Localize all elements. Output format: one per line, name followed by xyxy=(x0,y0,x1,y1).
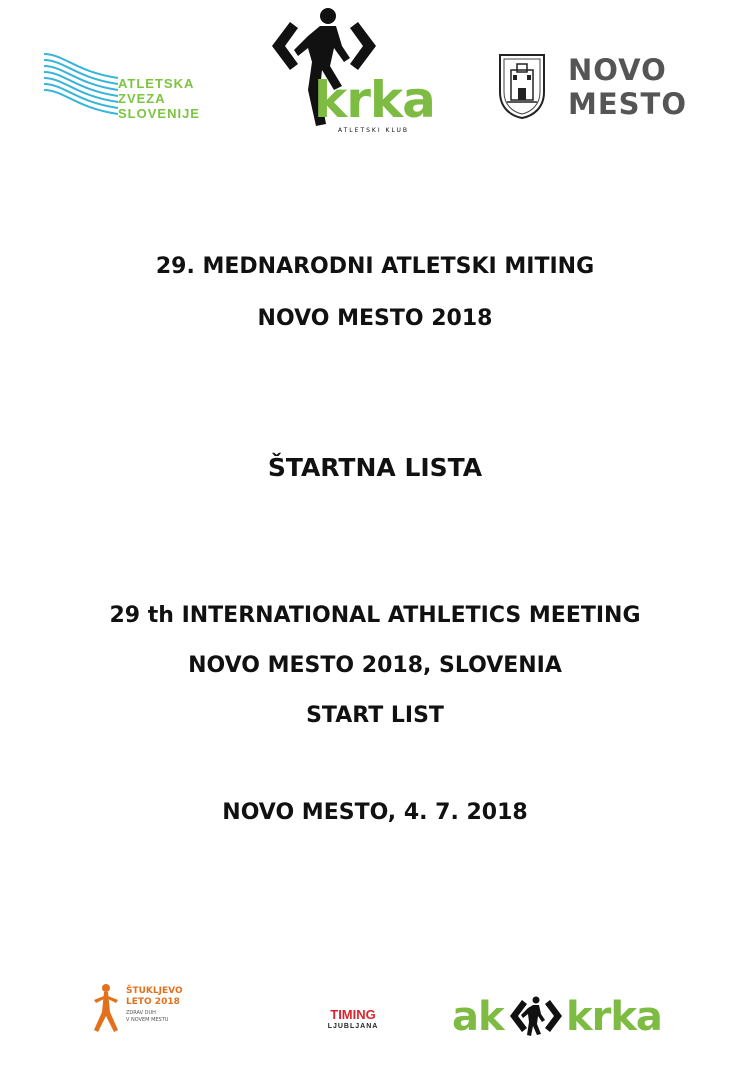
wave-lines-icon xyxy=(40,48,120,128)
timing-ljubljana-logo xyxy=(318,1008,388,1038)
place-date: NOVO MESTO, 4. 7. 2018 xyxy=(222,800,528,825)
stukljevo-line-2: LETO 2018 xyxy=(126,997,180,1007)
timing-line-1: TIMING xyxy=(330,1007,376,1022)
meeting-title-en: 29 th INTERNATIONAL ATHLETICS MEETING xyxy=(109,603,641,628)
stukljevo-line-1: ŠTUKLJEVO xyxy=(126,986,183,996)
city-year-sl: NOVO MESTO 2018 xyxy=(257,306,493,331)
runner-chevrons-icon xyxy=(508,994,564,1040)
krka-wordmark: krka xyxy=(314,71,435,129)
stukljevo-small-2: V NOVEM MESTU xyxy=(126,1017,169,1023)
azs-line-2: ZVEZA xyxy=(118,91,166,106)
timing-line-2: LJUBLJANA xyxy=(327,1023,379,1030)
stukljevo-small-1: ZDRAV DUH xyxy=(126,1010,156,1016)
stukljevo-leto-logo xyxy=(88,982,228,1034)
gymnast-icon xyxy=(88,982,124,1034)
azs-line-3: SLOVENIJE xyxy=(118,106,200,121)
novo-mesto-line-2: MESTO xyxy=(568,87,687,121)
krka-subtitle: ATLETSKI KLUB xyxy=(338,127,410,134)
city-year-en: NOVO MESTO 2018, SLOVENIA xyxy=(188,653,562,678)
atletska-zveza-slovenije-logo xyxy=(40,48,220,128)
ak-wordmark: ak xyxy=(452,994,504,1040)
ak-krka-logo xyxy=(452,994,692,1040)
krka-wordmark-footer: krka xyxy=(566,994,662,1040)
document-type-en: START LIST xyxy=(306,703,444,728)
novo-mesto-city-logo xyxy=(568,52,687,124)
novo-mesto-crest-logo xyxy=(497,52,547,120)
azs-line-1: ATLETSKA xyxy=(118,76,195,91)
document-type-sl: ŠTARTNA LISTA xyxy=(267,453,483,482)
city-crest-icon xyxy=(497,52,547,120)
novo-mesto-line-1: NOVO xyxy=(568,53,667,87)
meeting-title-sl: 29. MEDNARODNI ATLETSKI MITING xyxy=(155,254,595,279)
krka-athletic-club-logo xyxy=(250,6,470,136)
